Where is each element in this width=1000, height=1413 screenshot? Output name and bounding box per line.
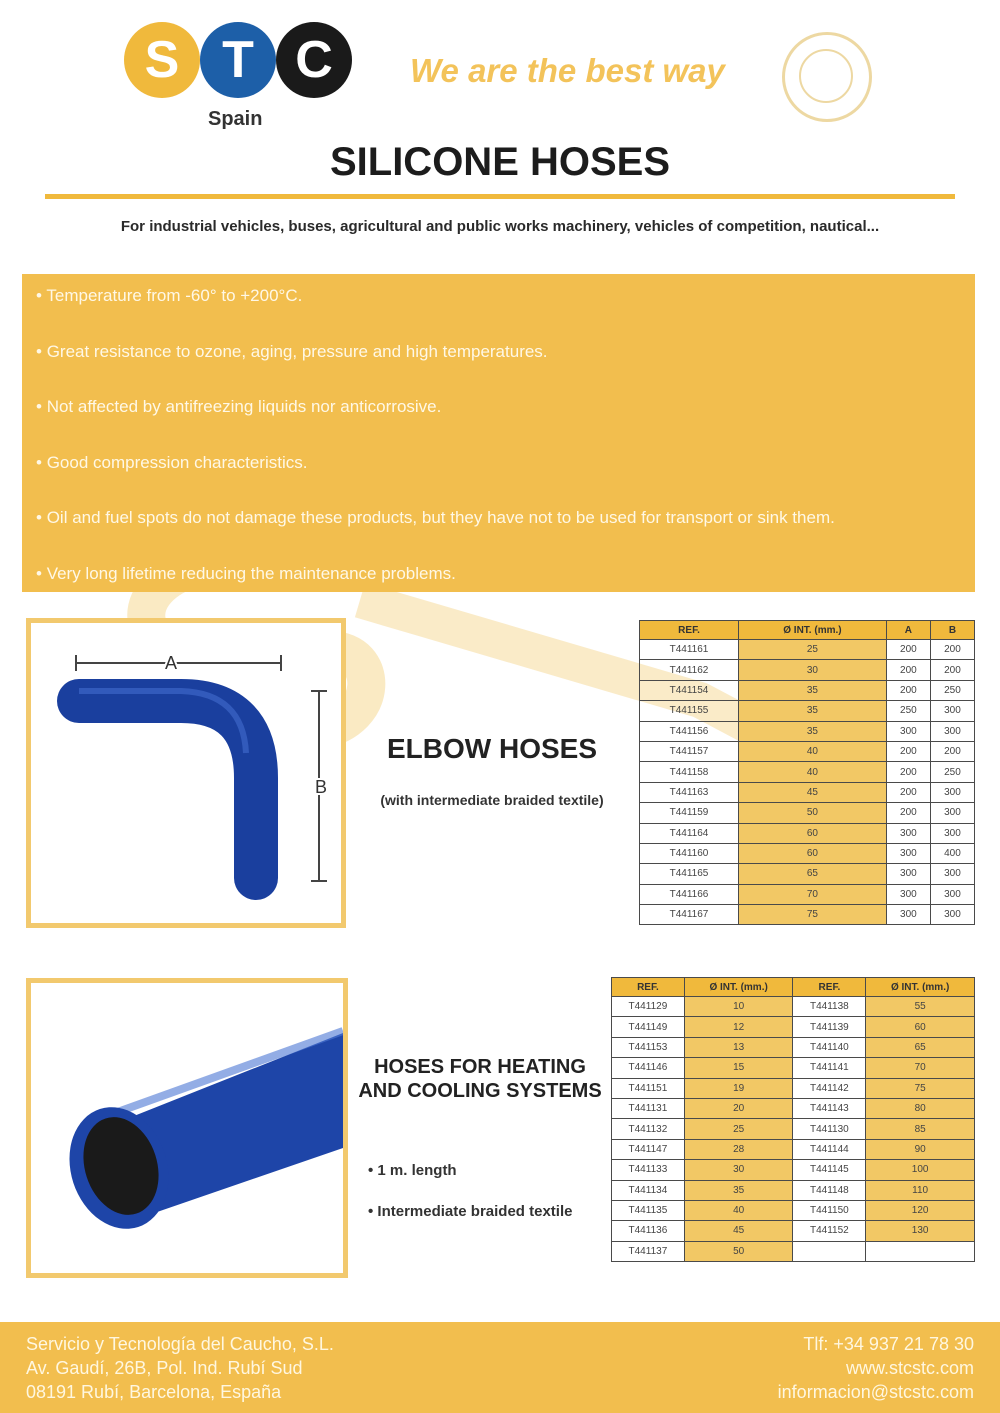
table-cell: T441129: [612, 997, 685, 1017]
table-cell: 100: [866, 1160, 975, 1180]
table-cell: T441142: [793, 1078, 866, 1098]
table-cell: 200: [930, 660, 974, 680]
footer-phone: Tlf: +34 937 21 78 30: [803, 1334, 974, 1354]
table-row: [640, 905, 975, 925]
table-cell: 60: [739, 823, 887, 843]
footer-email[interactable]: informacion@stcstc.com: [777, 1382, 974, 1402]
table-row: [612, 1200, 975, 1220]
table-header-row: [640, 621, 975, 640]
table-row: [640, 680, 975, 700]
table-cell: T441147: [612, 1139, 685, 1159]
table-cell: 200: [886, 741, 930, 761]
table-cell: T441156: [640, 721, 739, 741]
table-cell: T441152: [793, 1221, 866, 1241]
table-cell: 45: [739, 782, 887, 802]
elbow-hoses-table: [639, 620, 975, 925]
column-header: REF.: [612, 978, 685, 997]
table-cell: 300: [930, 803, 974, 823]
table-cell: 60: [866, 1017, 975, 1037]
table-cell: 70: [739, 884, 887, 904]
title-divider: [45, 194, 955, 199]
table-cell: 65: [739, 864, 887, 884]
logo-subtitle: Spain: [208, 108, 263, 130]
table-cell: 250: [930, 680, 974, 700]
table-cell: 25: [739, 640, 887, 660]
footer-website[interactable]: www.stcstc.com: [845, 1358, 974, 1378]
table-cell: 110: [866, 1180, 975, 1200]
table-cell: T441148: [793, 1180, 866, 1200]
table-row: [640, 803, 975, 823]
table-cell: 130: [866, 1221, 975, 1241]
table-cell: 30: [739, 660, 887, 680]
table-cell: T441162: [640, 660, 739, 680]
table-cell: 200: [930, 640, 974, 660]
table-cell: 80: [866, 1098, 975, 1118]
table-cell: T441160: [640, 843, 739, 863]
feature-item: • Good compression characteristics.: [36, 453, 835, 509]
table-cell: T441167: [640, 905, 739, 925]
table-row: [612, 1037, 975, 1057]
stc-logo: [120, 22, 360, 132]
table-cell: 50: [739, 803, 887, 823]
table-cell: 300: [886, 823, 930, 843]
table-row: [640, 823, 975, 843]
table-cell: T441149: [612, 1017, 685, 1037]
table-cell: 200: [886, 782, 930, 802]
table-cell: 45: [684, 1221, 793, 1241]
table-cell: 120: [866, 1200, 975, 1220]
table-row: [640, 741, 975, 761]
logo-letter-s: S: [124, 22, 200, 98]
column-header: Ø INT. (mm.): [684, 978, 793, 997]
table-row: [640, 660, 975, 680]
footer-city: 08191 Rubí, Barcelona, España: [26, 1382, 282, 1402]
table-cell: T441143: [793, 1098, 866, 1118]
table-cell: 300: [886, 864, 930, 884]
table-cell: T441132: [612, 1119, 685, 1139]
table-header-row: [612, 978, 975, 997]
table-row: [640, 884, 975, 904]
table-row: [612, 1241, 975, 1261]
column-header: Ø INT. (mm.): [866, 978, 975, 997]
table-cell: T441153: [612, 1037, 685, 1057]
heating-hoses-title: [352, 1055, 608, 1103]
table-cell: 300: [930, 864, 974, 884]
table-cell: 19: [684, 1078, 793, 1098]
table-cell: T441140: [793, 1037, 866, 1057]
table-cell: 200: [886, 660, 930, 680]
table-cell: [793, 1241, 866, 1261]
table-cell: 40: [739, 762, 887, 782]
footer-contact: [778, 1332, 974, 1404]
table-cell: 300: [886, 884, 930, 904]
table-row: [640, 640, 975, 660]
table-row: [612, 1139, 975, 1159]
heating-bullet: • Intermediate braided textile: [368, 1203, 572, 1244]
table-row: [640, 721, 975, 741]
table-row: [612, 1160, 975, 1180]
elbow-hoses-title: ELBOW HOSES: [386, 733, 597, 764]
table-cell: T441138: [793, 997, 866, 1017]
table-cell: 35: [739, 701, 887, 721]
table-cell: 25: [684, 1119, 793, 1139]
table-row: [612, 1017, 975, 1037]
table-cell: 35: [739, 721, 887, 741]
table-cell: T441135: [612, 1200, 685, 1220]
logo-letter-c: C: [276, 22, 352, 98]
table-cell: 28: [684, 1139, 793, 1159]
table-cell: T441164: [640, 823, 739, 843]
dimension-b-label: B: [314, 777, 328, 797]
features-list: [36, 286, 835, 619]
table-cell: 75: [739, 905, 887, 925]
feature-item: • Very long lifetime reducing the maintenance problems.: [36, 564, 835, 620]
dimension-a-label: A: [164, 653, 178, 673]
straight-hose-drawing: [31, 983, 343, 1273]
table-cell: T441137: [612, 1241, 685, 1261]
column-header: REF.: [793, 978, 866, 997]
table-cell: T441134: [612, 1180, 685, 1200]
feature-item: • Great resistance to ozone, aging, pressure and high temperatures.: [36, 342, 835, 398]
table-cell: T441146: [612, 1058, 685, 1078]
column-header: Ø INT. (mm.): [739, 621, 887, 640]
quality-seal-icon: [782, 32, 872, 122]
heating-bullet: • 1 m. length: [368, 1162, 572, 1203]
table-cell: T441141: [793, 1058, 866, 1078]
table-row: [612, 1221, 975, 1241]
table-cell: 400: [930, 843, 974, 863]
table-cell: 300: [930, 701, 974, 721]
column-header: B: [930, 621, 974, 640]
table-cell: T441163: [640, 782, 739, 802]
table-cell: 30: [684, 1160, 793, 1180]
table-cell: 200: [886, 680, 930, 700]
table-cell: T441131: [612, 1098, 685, 1118]
table-cell: T441136: [612, 1221, 685, 1241]
table-row: [612, 1078, 975, 1098]
heating-hoses-table: [611, 977, 975, 1262]
table-cell: 200: [886, 640, 930, 660]
table-cell: T441166: [640, 884, 739, 904]
table-row: [612, 1180, 975, 1200]
feature-item: • Temperature from -60° to +200°C.: [36, 286, 835, 342]
page-subtitle: For industrial vehicles, buses, agricultural and public works machinery, vehicles of competition, nautical...: [120, 218, 880, 235]
table-cell: 300: [930, 823, 974, 843]
table-cell: 300: [930, 721, 974, 741]
table-cell: 300: [930, 905, 974, 925]
table-cell: 13: [684, 1037, 793, 1057]
tagline: We are the best way: [410, 52, 725, 89]
table-cell: 200: [886, 803, 930, 823]
table-cell: 35: [684, 1180, 793, 1200]
table-cell: 300: [930, 884, 974, 904]
table-cell: 40: [739, 741, 887, 761]
table-cell: T441157: [640, 741, 739, 761]
table-cell: 65: [866, 1037, 975, 1057]
table-row: [612, 1098, 975, 1118]
table-cell: T441155: [640, 701, 739, 721]
table-cell: 300: [886, 721, 930, 741]
table-cell: 250: [930, 762, 974, 782]
table-cell: 75: [866, 1078, 975, 1098]
feature-item: • Oil and fuel spots do not damage these products, but they have not to be used for transport or sink them.: [36, 508, 835, 564]
column-header: REF.: [640, 621, 739, 640]
table-cell: 250: [886, 701, 930, 721]
straight-hose-image: [26, 978, 348, 1278]
elbow-hoses-subtitle: (with intermediate braided textile): [380, 792, 604, 808]
table-cell: T441154: [640, 680, 739, 700]
table-row: [640, 762, 975, 782]
table-row: [612, 997, 975, 1017]
table-cell: 20: [684, 1098, 793, 1118]
table-cell: T441159: [640, 803, 739, 823]
table-cell: 300: [886, 905, 930, 925]
page-title: SILICONE HOSES: [329, 140, 671, 184]
table-cell: 200: [886, 762, 930, 782]
heating-bullets: [368, 1162, 572, 1244]
footer-address: [26, 1332, 334, 1404]
table-cell: 35: [739, 680, 887, 700]
table-cell: 70: [866, 1058, 975, 1078]
table-row: [640, 843, 975, 863]
table-cell: 60: [739, 843, 887, 863]
table-row: [612, 1119, 975, 1139]
table-cell: T441151: [612, 1078, 685, 1098]
table-row: [612, 1058, 975, 1078]
feature-item: • Not affected by antifreezing liquids nor anticorrosive.: [36, 397, 835, 453]
table-cell: 15: [684, 1058, 793, 1078]
table-row: [640, 864, 975, 884]
table-cell: 50: [684, 1241, 793, 1261]
table-row: [640, 701, 975, 721]
table-cell: 300: [930, 782, 974, 802]
table-cell: 40: [684, 1200, 793, 1220]
logo-letter-t: T: [200, 22, 276, 98]
footer-company: Servicio y Tecnología del Caucho, S.L.: [26, 1334, 334, 1354]
table-cell: T441158: [640, 762, 739, 782]
features-box: [22, 274, 975, 592]
footer: [0, 1322, 1000, 1413]
table-cell: 200: [930, 741, 974, 761]
table-cell: T441130: [793, 1119, 866, 1139]
heating-title-line-1: HOSES FOR HEATING: [374, 1056, 586, 1078]
heating-title-line-2: AND COOLING SYSTEMS: [358, 1080, 602, 1102]
table-cell: T441145: [793, 1160, 866, 1180]
table-cell: 12: [684, 1017, 793, 1037]
table-cell: [866, 1241, 975, 1261]
table-cell: 55: [866, 997, 975, 1017]
table-cell: 90: [866, 1139, 975, 1159]
footer-street: Av. Gaudí, 26B, Pol. Ind. Rubí Sud: [26, 1358, 303, 1378]
elbow-hose-image: [26, 618, 346, 928]
elbow-hose-drawing: [31, 623, 341, 923]
table-cell: 300: [886, 843, 930, 863]
column-header: A: [886, 621, 930, 640]
table-cell: 85: [866, 1119, 975, 1139]
table-cell: T441161: [640, 640, 739, 660]
table-cell: T441133: [612, 1160, 685, 1180]
table-cell: T441150: [793, 1200, 866, 1220]
table-cell: T441165: [640, 864, 739, 884]
table-row: [640, 782, 975, 802]
table-cell: 10: [684, 997, 793, 1017]
table-cell: T441139: [793, 1017, 866, 1037]
table-cell: T441144: [793, 1139, 866, 1159]
